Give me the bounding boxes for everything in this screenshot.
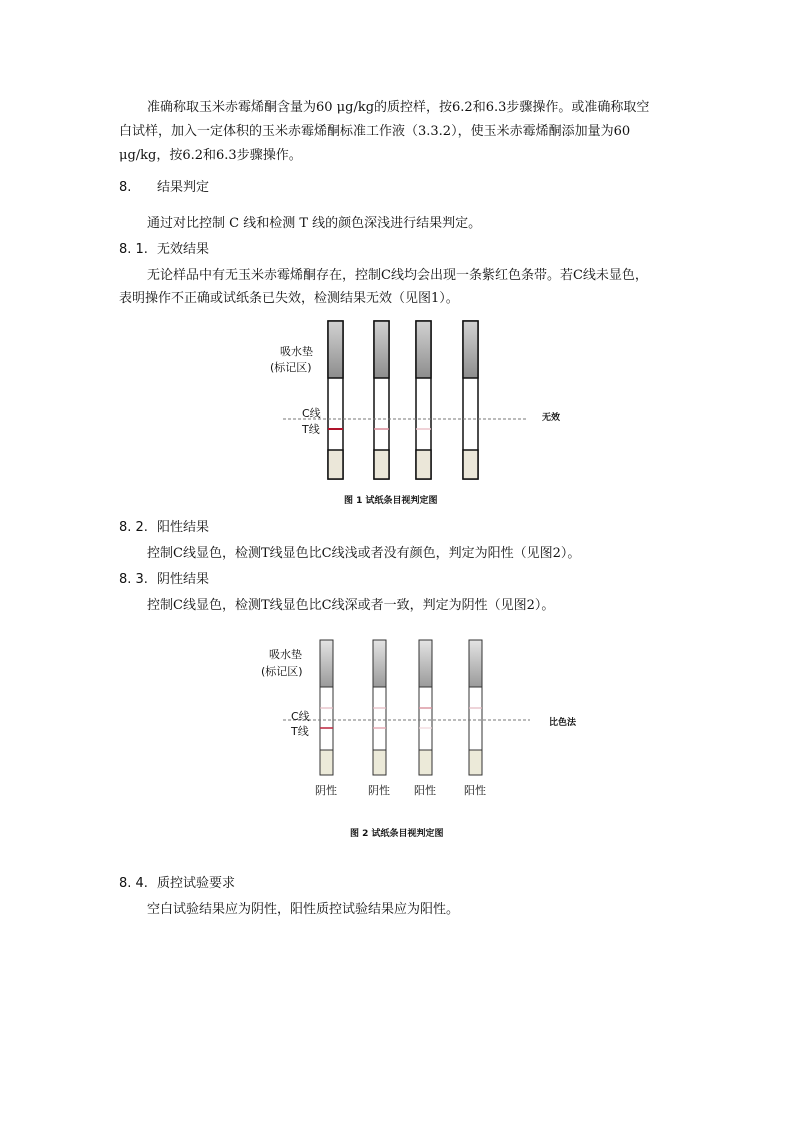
- section-number: 8. 1.: [119, 242, 148, 257]
- c-line-label: C线: [302, 407, 321, 420]
- t-line-label: T线: [291, 725, 309, 738]
- section-8-3-heading: [119, 568, 209, 587]
- test-strip: [469, 640, 482, 775]
- intro-line-3: μg/kg，按6.2和6.3步骤操作。: [119, 148, 302, 163]
- pad-label-sub: (标记区): [270, 361, 312, 374]
- pad-label: 吸水垫: [280, 345, 313, 358]
- test-strip: [373, 640, 386, 775]
- figure-1-caption: 图 1 试纸条目视判定图: [344, 496, 438, 506]
- section-number: 8. 4.: [119, 876, 148, 891]
- section-8-2-text: 控制C线显色，检测T线显色比C线浅或者没有颜色，判定为阳性（见图2）。: [147, 546, 581, 561]
- section-8-text: 通过对比控制 C 线和检测 T 线的颜色深浅进行结果判定。: [147, 216, 482, 231]
- test-strip: [374, 321, 389, 479]
- section-number: 8. 2.: [119, 520, 148, 535]
- test-strip: [419, 640, 432, 775]
- section-title: 阴性结果: [157, 572, 210, 587]
- intro-line-2: 白试样，加入一定体积的玉米赤霉烯酮标准工作液（3.3.2），使玉米赤霉烯酮添加量为60: [119, 124, 631, 139]
- strip-result-label: 阴性: [368, 784, 390, 797]
- t-line-label: T线: [302, 423, 320, 436]
- section-8-1-line-2: 表明操作不正确或试纸条已失效，检测结果无效（见图1）。: [119, 291, 459, 306]
- test-strip: [320, 640, 333, 775]
- section-number: 8.: [119, 180, 132, 195]
- strip-result-label: 阳性: [414, 784, 436, 797]
- section-8-1-line-1: 无论样品中有无玉米赤霉烯酮存在，控制C线均会出现一条紫红色条带。若C线未显色，: [147, 268, 648, 283]
- invalid-label: 无效: [542, 413, 561, 423]
- test-strip: [463, 321, 478, 479]
- section-title: 无效结果: [157, 242, 210, 257]
- section-title: 阳性结果: [157, 520, 210, 535]
- intro-line-1: 准确称取玉米赤霉烯酮含量为60 μg/kg的质控样，按6.2和6.3步骤操作。或准确称取空: [147, 100, 650, 115]
- section-title: 结果判定: [157, 180, 210, 195]
- colorimetric-label: 比色法: [549, 718, 577, 728]
- section-8-4-heading: [119, 872, 235, 891]
- strip-result-label: 阳性: [464, 784, 486, 797]
- section-8-2-heading: [119, 516, 209, 535]
- strip-result-label: 阴性: [315, 784, 337, 797]
- section-8-heading: [119, 176, 209, 195]
- c-line-label: C线: [291, 710, 310, 723]
- section-8-4-text: 空白试验结果应为阴性，阳性质控试验结果应为阳性。: [147, 902, 460, 917]
- test-strip: [328, 321, 343, 479]
- section-title: 质控试验要求: [157, 876, 236, 891]
- figure-2-caption: 图 2 试纸条目视判定图: [350, 829, 444, 839]
- pad-label-sub: (标记区): [261, 665, 303, 678]
- section-8-1-heading: [119, 238, 209, 257]
- test-strip: [416, 321, 431, 479]
- section-number: 8. 3.: [119, 572, 148, 587]
- pad-label: 吸水垫: [269, 648, 302, 661]
- section-8-3-text: 控制C线显色，检测T线显色比C线深或者一致，判定为阴性（见图2）。: [147, 598, 555, 613]
